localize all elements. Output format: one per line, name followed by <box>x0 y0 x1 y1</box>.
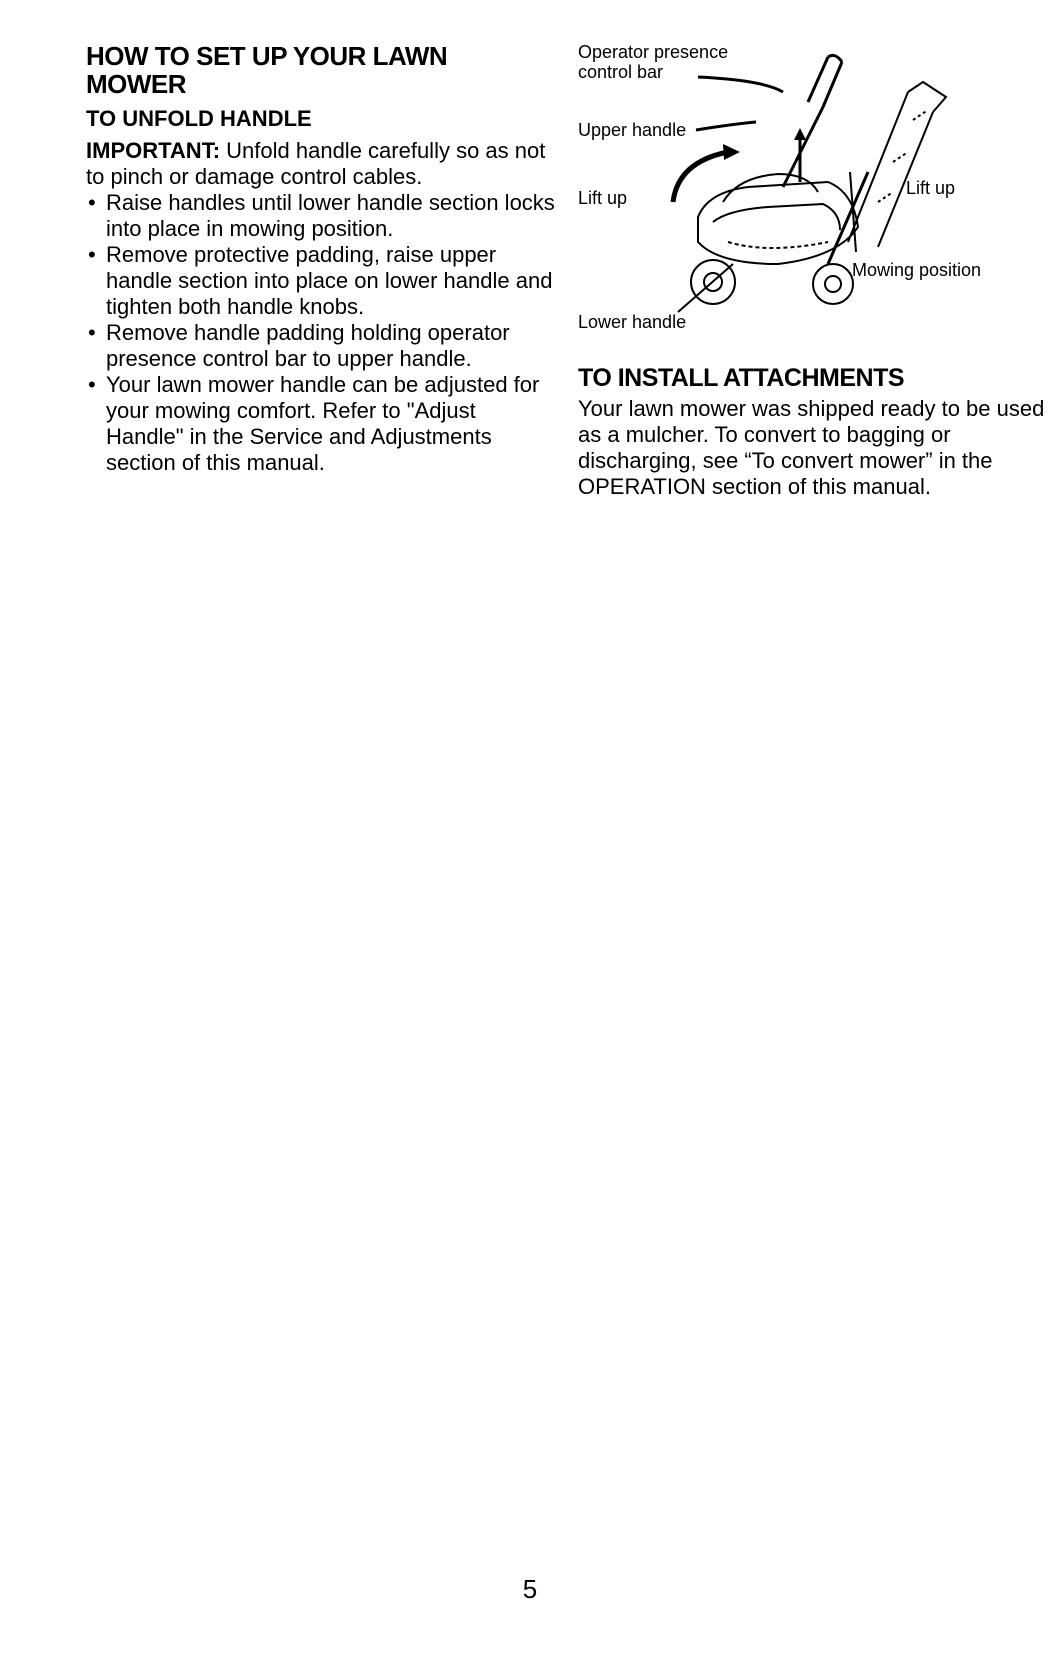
page-title: HOW TO SET UP YOUR LAWN MOWER <box>86 41 448 99</box>
steps-list <box>86 190 556 476</box>
list-item <box>86 242 556 320</box>
mower-handle-figure <box>578 42 1048 342</box>
label-operator-presence-bar-text: Operator presence control bar <box>578 42 729 82</box>
right-column <box>578 42 1048 500</box>
list-item <box>86 190 556 242</box>
label-lift-up-left: Lift up <box>578 188 628 208</box>
step-text: Remove protective padding, raise upper handle section into place on lower handle and tighten both handle knobs. <box>106 242 553 319</box>
install-attachments-paragraph: Your lawn mower was shipped ready to be used as a mulcher. To convert to bagging or discharging, see “To convert mower” in the OPERATION section of this manual. <box>578 396 1045 499</box>
page-number: 5 <box>522 1574 538 1604</box>
step-text: Your lawn mower handle can be adjusted for your mowing comfort. Refer to "Adjust Handle" in the Service and Adjustments section of this manual. <box>106 372 540 475</box>
important-note <box>86 138 556 190</box>
list-item <box>86 320 556 372</box>
step-text: Remove handle padding holding operator presence control bar to upper handle. <box>106 320 510 371</box>
bullet-icon: • <box>88 242 96 267</box>
bullet-icon: • <box>88 190 96 215</box>
section-subtitle-unfold-handle: TO UNFOLD HANDLE <box>86 106 312 131</box>
label-lift-up-right: Lift up <box>906 178 956 198</box>
lawn-mower-illustration <box>578 42 1048 342</box>
left-column <box>86 42 556 476</box>
label-upper-handle: Upper handle <box>578 120 687 140</box>
important-label: IMPORTANT: <box>86 138 221 163</box>
bullet-icon: • <box>88 372 96 397</box>
bullet-icon: • <box>88 320 96 345</box>
label-lower-handle: Lower handle <box>578 312 687 332</box>
section-title-install-attachments: TO INSTALL ATTACHMENTS <box>578 364 905 392</box>
important-text: Unfold handle carefully so as not to pinch or damage control cables. <box>86 138 546 189</box>
label-operator-presence-bar <box>578 42 758 82</box>
list-item <box>86 372 556 476</box>
step-text: Raise handles until lower handle section locks into place in mowing position. <box>106 190 555 241</box>
label-mowing-position: Mowing position <box>852 260 982 280</box>
